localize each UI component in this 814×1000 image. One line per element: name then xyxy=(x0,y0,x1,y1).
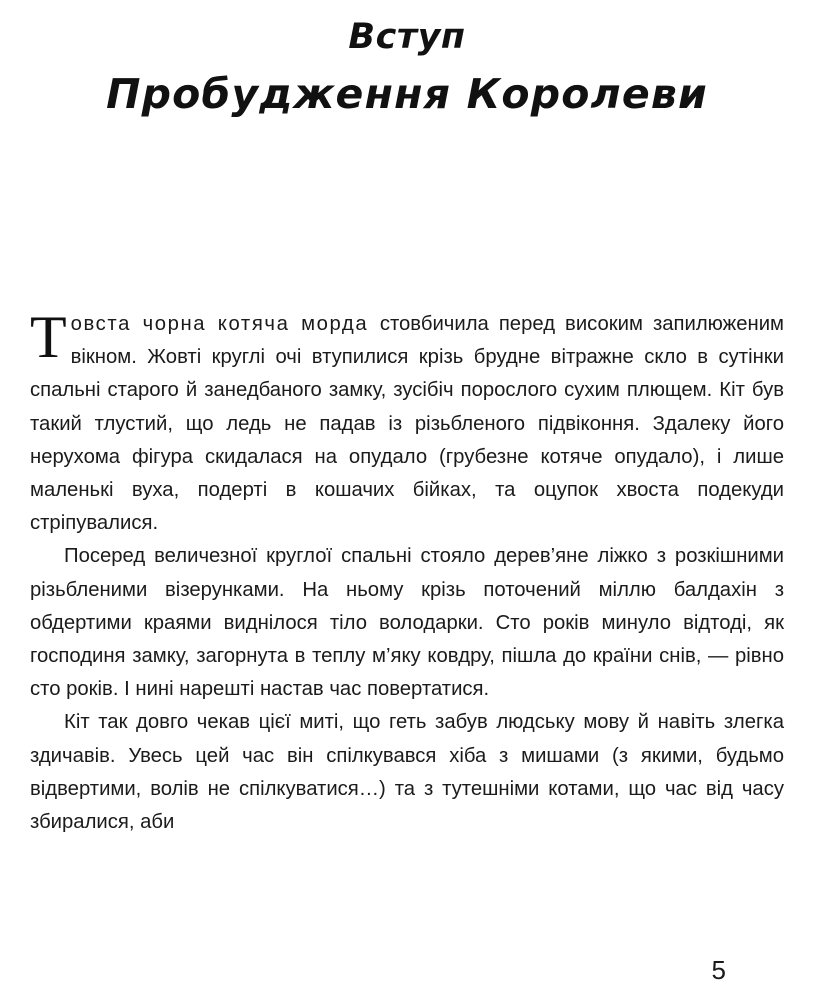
paragraph xyxy=(30,706,784,839)
paragraph xyxy=(30,540,784,706)
drop-cap: Т xyxy=(30,304,67,370)
page-number: 5 xyxy=(711,955,726,985)
chapter-label: Вступ xyxy=(348,17,466,57)
page-title: Пробудження Королеви xyxy=(106,69,708,118)
paragraph-text: Посеред величезної круглої спальні стояло дерев’яне ліжко з розкішними різьбленими візерунками. На ньому крізь поточений міллю балдахін з обдертими краями виднілося тіло володарки. Сто років минуло відтоді, як господиня замку, загорнута в теплу м’яку ковдру, пішла до країни снів, — рівно сто років. І нині нарешті настав час повертатися. xyxy=(30,545,784,701)
paragraph xyxy=(30,304,784,540)
paragraph-text: Кіт так довго чекав цієї миті, що геть забув людську мову й навіть злегка здичавів. Увесь цей час він спілкувався хіба з мишами (з якими, будьмо відвертими, волів не спілкуватися…) та з тутешніми котами, що час від часу збиралися, аби xyxy=(30,711,784,834)
body-text xyxy=(30,304,784,839)
chapter-heading xyxy=(0,0,814,120)
paragraph-opening-words: овста чорна котяча морда xyxy=(70,313,380,335)
paragraph-text: стовбичила перед високим запилюженим вікном. Жовті круглі очі втупилися крізь брудне вітражне скло в сутінки спальні старого й занедбаного замку, зусібіч порослого сухим плющем. Кіт був такий тлустий, що ледь не падав із різьбленого підвіконня. Здалеку його нерухома фігура скидалася на опудало (грубезне котяче опудало), і лише маленькі вуха, подерті в кошачих бійках, та оцупок хвоста подекуди стріпувалися. xyxy=(30,313,784,535)
